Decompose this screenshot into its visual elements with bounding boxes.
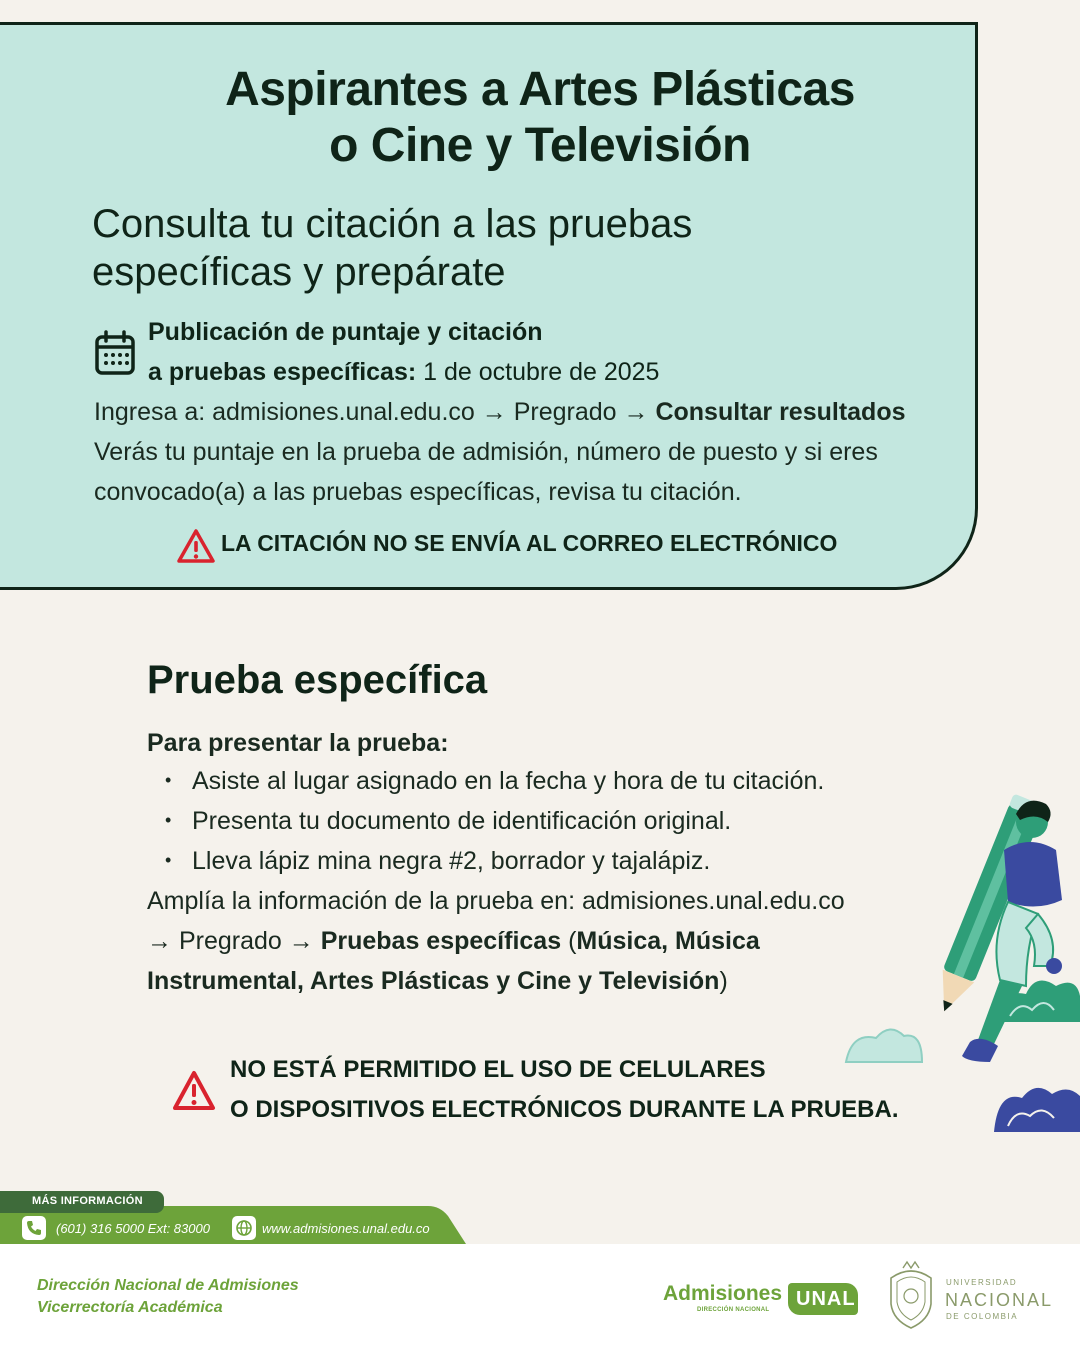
university-bottom-text: DE COLOMBIA bbox=[946, 1312, 1019, 1321]
publication-label-bold: a pruebas específicas: bbox=[148, 358, 417, 386]
admisiones-logo-sub: DIRECCIÓN NACIONAL bbox=[697, 1307, 770, 1313]
calendar-icon bbox=[94, 330, 136, 376]
subtitle-line-2: específicas y prepárate bbox=[92, 250, 506, 294]
email-warning-text: LA CITACIÓN NO SE ENVÍA AL CORREO ELECTRÓNICO bbox=[221, 530, 838, 556]
footer-line-1: Dirección Nacional de Admisiones bbox=[37, 1277, 299, 1294]
info-paragraph-line-2: convocado(a) a las pruebas específicas, revisa tu citación. bbox=[94, 478, 742, 506]
university-top-text: UNIVERSIDAD bbox=[946, 1278, 1018, 1287]
more-musica: Música, Música bbox=[576, 927, 760, 955]
phone-number[interactable]: (601) 316 5000 Ext: 83000 bbox=[56, 1221, 210, 1236]
more-info-line-2 bbox=[147, 926, 760, 956]
more-programs: Instrumental, Artes Plásticas y Cine y Televisión bbox=[147, 967, 720, 995]
arrow-icon: → bbox=[481, 398, 507, 426]
more-pruebas: Pruebas específicas bbox=[313, 927, 562, 955]
ingresa-pregrado: Pregrado bbox=[506, 398, 624, 426]
warning-triangle-icon bbox=[172, 1070, 216, 1112]
arrow-icon: → bbox=[147, 927, 172, 955]
devices-warning-line-2: O DISPOSITIVOS ELECTRÓNICOS DURANTE LA PRUEBA. bbox=[230, 1096, 899, 1123]
bullet-item: Asiste al lugar asignado en la fecha y hora de tu citación. bbox=[192, 767, 825, 795]
info-paragraph-line-1: Verás tu puntaje en la prueba de admisión, número de puesto y si eres bbox=[94, 438, 878, 466]
paren-open: ( bbox=[561, 927, 577, 955]
more-info-line-3 bbox=[147, 966, 728, 996]
section-intro: Para presentar la prueba: bbox=[147, 729, 449, 757]
globe-icon bbox=[232, 1216, 256, 1240]
bullet-item: Presenta tu documento de identificación original. bbox=[192, 807, 732, 835]
university-mid-text: NACIONAL bbox=[945, 1290, 1054, 1310]
ingresa-line bbox=[94, 397, 906, 427]
publication-label-line-2 bbox=[148, 357, 659, 387]
warning-triangle-icon bbox=[176, 528, 216, 564]
website-link[interactable]: www.admisiones.unal.edu.co bbox=[262, 1221, 430, 1236]
unal-logo-text: UNAL bbox=[796, 1288, 856, 1310]
more-info-label: MÁS INFORMACIÓN bbox=[32, 1195, 143, 1207]
more-pregrado: Pregrado bbox=[172, 927, 289, 955]
publication-label-line-1: Publicación de puntaje y citación bbox=[148, 318, 543, 346]
arrow-icon: → bbox=[288, 927, 314, 955]
subtitle-line-1: Consulta tu citación a las pruebas bbox=[92, 202, 693, 246]
publication-date: 1 de octubre de 2025 bbox=[416, 358, 660, 386]
admisiones-logo-word: Admisiones bbox=[663, 1282, 783, 1305]
paren-close: ) bbox=[719, 967, 728, 995]
more-info-line-1: Amplía la información de la prueba en: admisiones.unal.edu.co bbox=[147, 887, 845, 915]
ingresa-consultar: Consultar resultados bbox=[648, 398, 906, 426]
bullet-icon: • bbox=[165, 810, 172, 830]
section-title: Prueba específica bbox=[147, 658, 488, 702]
page-title bbox=[140, 62, 940, 174]
page-subtitle bbox=[92, 200, 952, 296]
student-pencil-illustration bbox=[840, 790, 1080, 1140]
university-seal-icon bbox=[883, 1260, 939, 1332]
footer-line-2: Vicerrectoría Académica bbox=[37, 1299, 223, 1316]
bullet-icon: • bbox=[165, 770, 172, 790]
bullet-item: Lleva lápiz mina negra #2, borrador y tajalápiz. bbox=[192, 847, 711, 875]
title-line-2: o Cine y Televisión bbox=[329, 119, 751, 172]
title-line-1: Aspirantes a Artes Plásticas bbox=[225, 63, 855, 116]
phone-icon bbox=[22, 1216, 46, 1240]
ingresa-prefix: Ingresa a: admisiones.unal.edu.co bbox=[94, 398, 482, 426]
arrow-icon: → bbox=[623, 398, 649, 426]
devices-warning-line-1: NO ESTÁ PERMITIDO EL USO DE CELULARES bbox=[230, 1056, 766, 1083]
bullet-icon: • bbox=[165, 850, 172, 870]
